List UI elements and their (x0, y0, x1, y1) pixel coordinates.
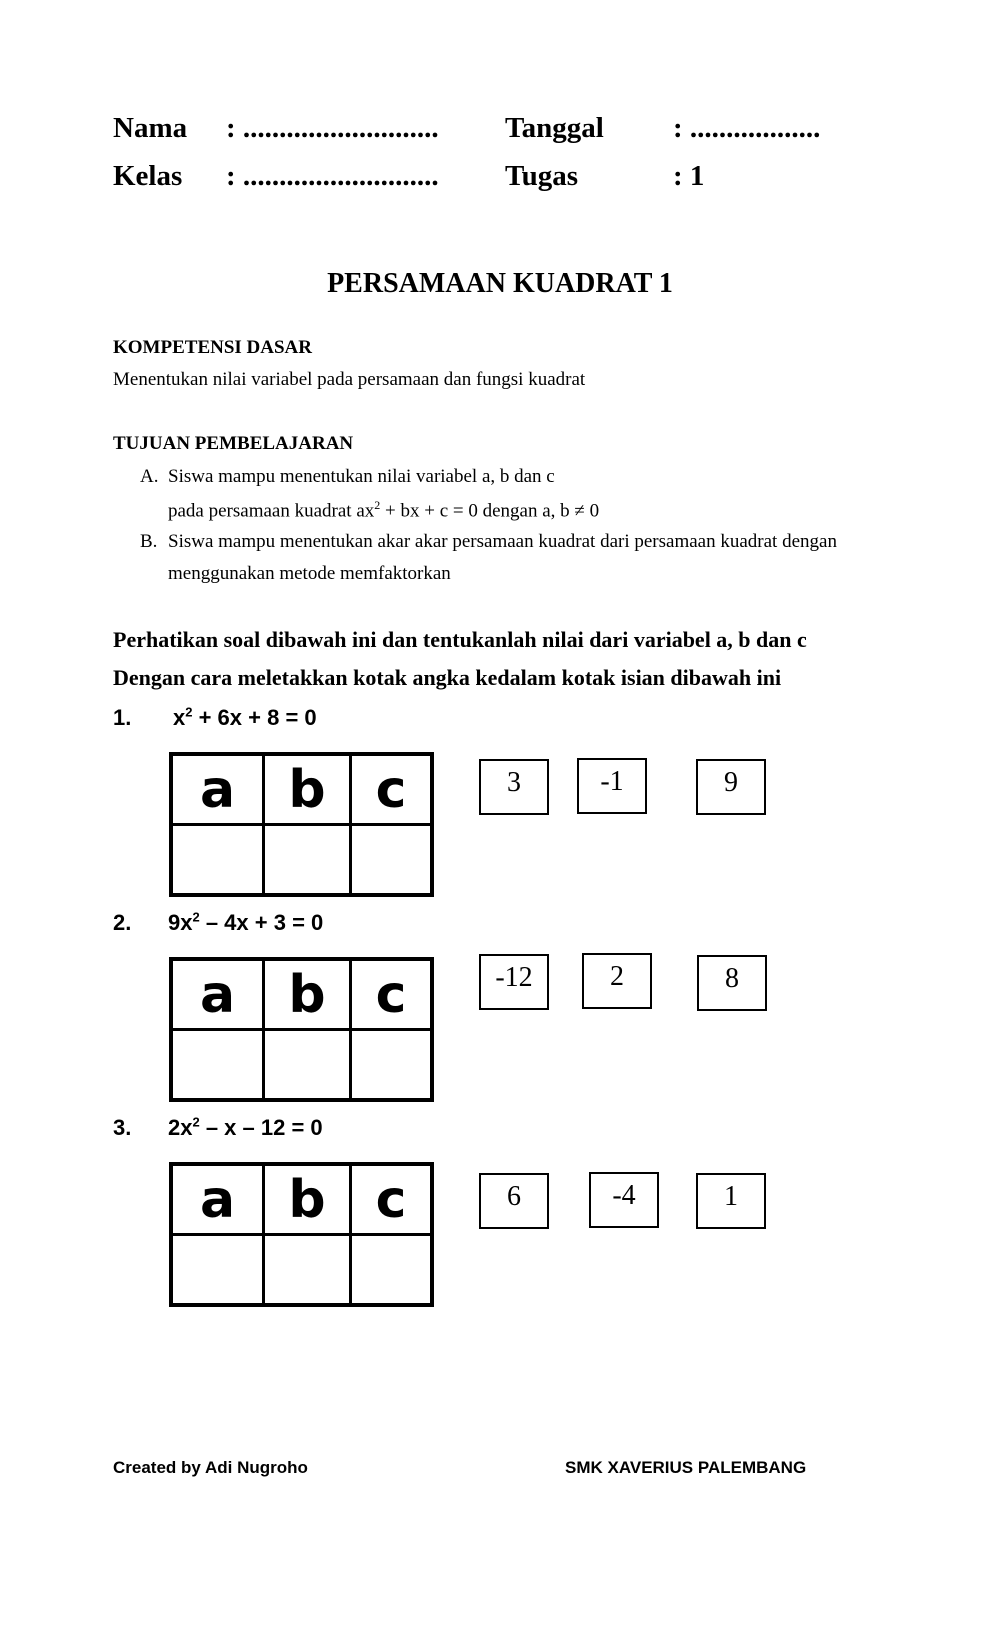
q3-drop-slot-a[interactable] (171, 1235, 264, 1306)
kompetensi-heading: KOMPETENSI DASAR (113, 337, 312, 358)
question-1-number: 1. (113, 705, 132, 730)
instruction-line-1: Perhatikan soal dibawah ini dan tentukanlah nilai dari variabel a, b dan c (113, 627, 807, 652)
question-1-answer-table (169, 752, 434, 897)
question-1-equation: $x^2 + 6x + 8 = 0$ (173, 704, 317, 730)
q1-drop-slot-c[interactable] (351, 825, 433, 896)
q3-drop-slot-b[interactable] (264, 1235, 351, 1306)
question-2-equation: $9x^2 - 4x + 3 = 0$ (168, 909, 324, 935)
date-field[interactable]: : .................. (673, 112, 821, 144)
task-value: : 1 (673, 160, 705, 192)
tujuan-item-a-line2: pada persamaan kuadrat $ax^2$ + bx + c = 0 dengan a, b ≠ 0 (168, 498, 600, 522)
q1-number-tile[interactable]: -1 (577, 758, 647, 814)
tujuan-item-b-line1: Siswa mampu menentukan akar akar persamaan kuadrat dari persamaan kuadrat dengan (168, 531, 837, 552)
q2-drop-slot-a[interactable] (171, 1030, 264, 1101)
tujuan-item-a-line1: Siswa mampu menentukan nilai variabel a, b dan c (168, 466, 555, 487)
q3-drop-slot-c[interactable] (351, 1235, 433, 1306)
q2-drop-slot-b[interactable] (264, 1030, 351, 1101)
q2-header-a: a (171, 959, 264, 1030)
q3-header-a: a (171, 1164, 264, 1235)
q3-header-c: c (351, 1164, 433, 1235)
tujuan-item-b-line2: menggunakan metode memfaktorkan (168, 563, 451, 584)
q1-drop-slot-b[interactable] (264, 825, 351, 896)
q3-number-tile[interactable]: 6 (479, 1173, 549, 1229)
q2-number-tile[interactable]: -12 (479, 954, 549, 1010)
name-label: Nama (113, 112, 188, 144)
q1-number-tile[interactable]: 3 (479, 759, 549, 815)
name-field[interactable]: : ........................... (226, 112, 439, 144)
question-3-equation: $2x^2 - x - 12 = 0$ (168, 1114, 323, 1140)
q2-drop-slot-c[interactable] (351, 1030, 433, 1101)
tujuan-heading: TUJUAN PEMBELAJARAN (113, 433, 354, 454)
q1-header-a: a (171, 754, 264, 825)
question-2-number: 2. (113, 910, 132, 935)
tujuan-item-a-marker: A. (140, 466, 159, 487)
q1-header-b: b (264, 754, 351, 825)
task-label: Tugas (505, 160, 579, 192)
instruction-line-2: Dengan cara meletakkan kotak angka kedalam kotak isian dibawah ini (113, 665, 782, 690)
q1-number-tile[interactable]: 9 (696, 759, 766, 815)
footer-author: Created by Adi Nugroho (113, 1458, 308, 1477)
tujuan-item-b-marker: B. (140, 531, 158, 552)
q1-drop-slot-a[interactable] (171, 825, 264, 896)
kompetensi-text: Menentukan nilai variabel pada persamaan dan fungsi kuadrat (113, 369, 586, 390)
q2-header-b: b (264, 959, 351, 1030)
question-3-answer-table (169, 1162, 434, 1307)
q3-header-b: b (264, 1164, 351, 1235)
class-label: Kelas (113, 160, 183, 192)
question-3-number: 3. (113, 1115, 132, 1140)
q2-number-tile[interactable]: 8 (697, 955, 767, 1011)
q2-number-tile[interactable]: 2 (582, 953, 652, 1009)
q3-number-tile[interactable]: 1 (696, 1173, 766, 1229)
page-title: PERSAMAAN KUADRAT 1 (327, 268, 673, 299)
q2-header-c: c (351, 959, 433, 1030)
q1-header-c: c (351, 754, 433, 825)
q3-number-tile[interactable]: -4 (589, 1172, 659, 1228)
question-2-answer-table (169, 957, 434, 1102)
class-field[interactable]: : ........................... (226, 160, 439, 192)
footer-school: SMK XAVERIUS PALEMBANG (565, 1458, 807, 1477)
date-label: Tanggal (505, 112, 604, 144)
